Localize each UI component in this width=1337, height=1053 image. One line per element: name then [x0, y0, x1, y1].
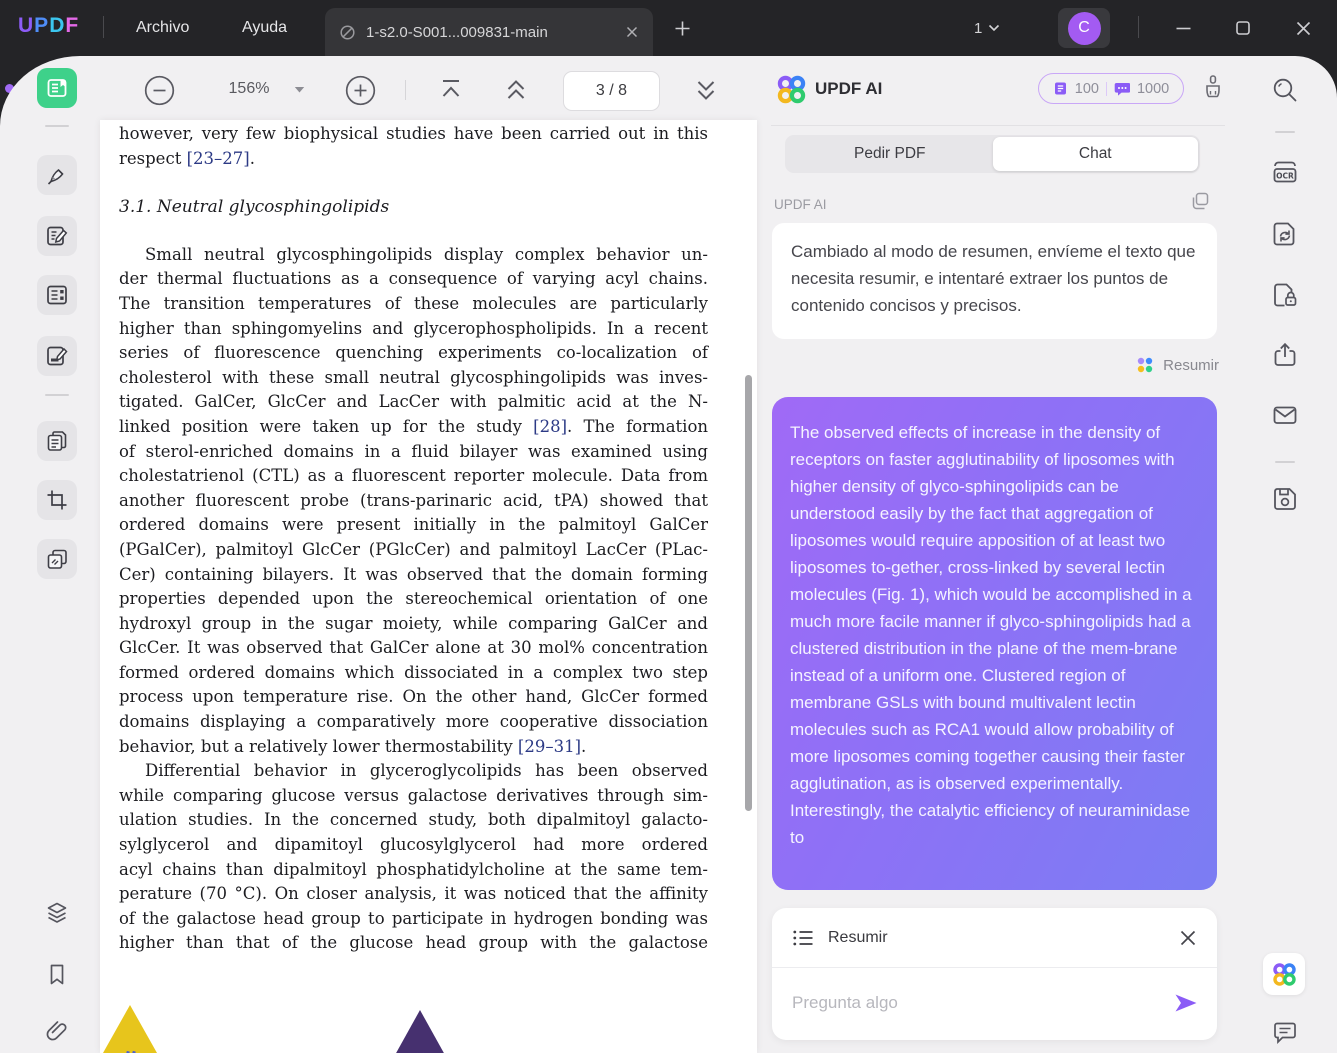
- chat-credit-icon: [1114, 81, 1130, 96]
- chat-input-placeholder: Pregunta algo: [792, 993, 898, 1012]
- pdf-text-line: ordered domains were present initially in the palmitoyl GalCer: [119, 515, 708, 535]
- reader-mode-button[interactable]: [37, 68, 77, 108]
- pdf-scrollbar-thumb[interactable]: [745, 375, 752, 811]
- crop-pages-button[interactable]: [37, 480, 77, 520]
- pdf-text-line: domains displaying a comparatively more cooperative dissociation: [119, 712, 708, 732]
- pdf-text-line: (PGalCer), palmitoyl GlcCer (PGlcCer) and palmitoyl LacCer (PLac-: [119, 539, 708, 559]
- pdf-text-line: higher than sphingomyelins and glycerophospholipids. In a recent: [119, 318, 708, 338]
- citation-link[interactable]: [28]: [533, 416, 568, 436]
- copy-message-button[interactable]: [1189, 190, 1211, 212]
- organize-pages-button[interactable]: [37, 421, 77, 461]
- sign-tool-button[interactable]: [37, 336, 77, 376]
- share-button[interactable]: [1270, 340, 1300, 370]
- chat-credit-count: 1000: [1136, 80, 1170, 97]
- pdf-text-line: Differential behavior in glyceroglycolipids has been observed: [145, 761, 708, 781]
- message-sender-label: UPDF AI: [774, 197, 827, 212]
- panel-divider: [771, 125, 1225, 126]
- pdf-page[interactable]: [100, 120, 757, 1053]
- chat-composer: [772, 908, 1217, 1040]
- summary-action-label: Resumir: [1163, 356, 1219, 374]
- pdf-text-line: acyl chains than dipalmitoyl phosphatidylcholine at the same tem-: [119, 859, 708, 879]
- pdf-paragraph: [119, 759, 708, 956]
- tab-chat[interactable]: Chat: [993, 137, 1199, 171]
- paperclip-icon: [43, 1017, 71, 1045]
- tab-title: 1-s2.0-S001...009831-main: [366, 23, 548, 41]
- citation-link[interactable]: [23–27]: [186, 148, 250, 168]
- list-mode-icon: [792, 928, 814, 948]
- page-indicator[interactable]: 3 / 8: [563, 71, 660, 111]
- clear-chat-button[interactable]: [1200, 74, 1226, 102]
- pdf-text-line: der thermal fluctuations as a consequence of varying acyl chains.: [119, 269, 708, 289]
- pdf-text-line: properties depended upon the stereochemical orientation of one: [119, 589, 708, 609]
- feedback-button[interactable]: [1270, 1018, 1300, 1048]
- doc-credit-count: 100: [1074, 80, 1099, 97]
- window-count-dropdown[interactable]: [974, 0, 1000, 56]
- crop-icon: [44, 487, 70, 513]
- pdf-text-line: perature (70 °C). On closer analysis, it was noticed that the affinity: [119, 884, 708, 904]
- pdf-text-line: ulation studies. In the concerned study, both dipalmitoyl galacto-: [119, 810, 708, 830]
- zoom-in-button[interactable]: [345, 75, 376, 106]
- figure-triangle-purple: [395, 1010, 445, 1053]
- window-count: 1: [974, 19, 983, 37]
- layers-icon: [43, 899, 71, 927]
- summary-action-row: [1136, 356, 1219, 374]
- main-surface: [0, 56, 1337, 1053]
- pdf-text-line: cholesterol with these small neutral glycosphingolipids was inves-: [119, 367, 708, 387]
- credit-divider: [1106, 82, 1107, 96]
- pdf-text-line: higher than that of the glucose head group with the galactose: [119, 933, 708, 953]
- updf-ai-panel: [763, 56, 1237, 1053]
- watermark-tool-button[interactable]: [37, 539, 77, 579]
- pdf-paragraph: [119, 122, 708, 171]
- form-tool-button[interactable]: [37, 275, 77, 315]
- edit-pdf-button[interactable]: [37, 216, 77, 256]
- pdf-text-line: GlcCer. It was observed that GalCer alone at 30 mol% concentration: [119, 638, 708, 658]
- zoom-out-button[interactable]: [144, 75, 175, 106]
- ai-mode-tabs: [785, 135, 1200, 173]
- titlebar-divider: [1138, 16, 1139, 38]
- pdf-text-line: while comparing glucose versus galactose derivatives through sim-: [119, 785, 708, 805]
- logo-letter: D: [49, 14, 66, 37]
- chevron-down-icon: [988, 24, 1000, 32]
- updf-ai-logo-icon: [775, 73, 808, 106]
- rail-divider: [1275, 131, 1295, 133]
- organize-pages-icon: [44, 428, 70, 454]
- assistant-message-bubble: Cambiado al modo de resumen, envíeme el texto que necesita resumir, e intentaré extraer los puntos de contenido concisos y precisos.: [772, 223, 1217, 339]
- zoom-dropdown-caret[interactable]: [294, 86, 305, 94]
- ai-action-icon: [1136, 356, 1154, 374]
- close-window-button[interactable]: [1283, 8, 1323, 48]
- titlebar-divider: [103, 16, 104, 38]
- document-tab[interactable]: [325, 8, 653, 56]
- logo-letter: F: [65, 14, 80, 37]
- pdf-text-line: of sterol-enriched domains in a fluid bilayer was examined using: [119, 441, 708, 461]
- layers-panel-button[interactable]: [37, 893, 77, 933]
- bookmarks-panel-button[interactable]: [37, 954, 77, 994]
- attachments-panel-button[interactable]: [37, 1011, 77, 1051]
- tab-pedir-pdf[interactable]: Pedir PDF: [854, 145, 926, 162]
- protect-button[interactable]: [1270, 280, 1300, 310]
- summary-message-bubble: The observed effects of increase in the density of receptors on faster agglutinability of liposomes with higher density of glyco-sphingolipids can be understood easily by the fact that aggregation of liposomes would require apposition of at least two liposomes to-gether, cross-linked by several lectin molecules (Fig. 1), which would be accomplished in a much more facile manner if glyco-sphingolipids had a clustered distribution in the plane of the mem-brane instead of a uniform one. Clustered region of membrane GSLs with bound multivalent lectin molecules such as RCA1 would allow probability of more liposomes coming together causing their faster agglutination, as is observed experimentally. Interestingly, the catalytic efficiency of neuraminidase to: [772, 397, 1217, 890]
- toolbar-divider: [405, 80, 406, 100]
- pdf-text-line: tigated. GalCer, GlcCer and LacCer with palmitic acid at the N-: [119, 392, 708, 412]
- pdf-text-line: however, very few biophysical studies have been carried out in this: [119, 124, 708, 143]
- rail-divider: [45, 394, 69, 396]
- convert-button[interactable]: [1270, 219, 1300, 249]
- zoom-level-value: 156%: [228, 80, 270, 97]
- svg-text:OCR: OCR: [1276, 171, 1294, 181]
- account-button[interactable]: [1058, 8, 1110, 48]
- pdf-text-line: respect [23–27].: [119, 148, 255, 168]
- menu-ayuda[interactable]: Ayuda: [242, 19, 288, 36]
- pdf-text-line: of the galactose head group to participate in hydrogen bonding was: [119, 908, 708, 928]
- updf-logo: [18, 14, 79, 38]
- sign-tool-icon: [44, 343, 70, 369]
- ocr-button[interactable]: [1270, 158, 1300, 188]
- menu-archivo[interactable]: Archivo: [136, 19, 190, 36]
- edit-pdf-icon: [44, 223, 70, 249]
- comment-tool-button[interactable]: [37, 155, 77, 195]
- restricted-icon: [339, 24, 356, 41]
- rail-divider: [1275, 461, 1295, 463]
- reader-mode-icon: [44, 75, 70, 101]
- pdf-text-line: Small neutral glycosphingolipids display complex behavior un-: [145, 244, 708, 264]
- pdf-text-line: behavior, but a relatively lower thermostability [29–31].: [119, 736, 587, 756]
- rail-divider: [45, 125, 69, 127]
- chat-input[interactable]: [772, 968, 1217, 1038]
- pdf-text-line: The transition temperatures of these molecules are particularly: [119, 293, 708, 313]
- close-mode-icon[interactable]: [1179, 929, 1197, 947]
- pdf-text-line: linked position were taken up for the study [28]. The formation: [119, 416, 708, 436]
- updf-ai-launcher-button[interactable]: [1263, 953, 1305, 995]
- pdf-text-line: cholestatrienol (CTL) as a fluorescent reporter molecule. Data from: [119, 466, 708, 486]
- send-icon[interactable]: [1173, 992, 1199, 1014]
- pdf-text-line: sylglycerol and dipamitoyl glucosylglycerol had more ordered: [119, 835, 708, 855]
- composer-mode-row: [772, 908, 1217, 968]
- new-tab-button[interactable]: [662, 8, 702, 48]
- citation-link[interactable]: [29–31]: [517, 736, 582, 756]
- pdf-text-line: another fluorescent probe (trans-parinaric acid, tPA) showed that: [119, 490, 708, 510]
- go-to-top-button[interactable]: [437, 77, 465, 103]
- logo-letter: P: [34, 14, 50, 37]
- logo-letter: U: [18, 14, 35, 37]
- maximize-button[interactable]: [1223, 8, 1263, 48]
- title-bar: [0, 0, 1337, 56]
- form-tool-icon: [44, 282, 70, 308]
- search-button[interactable]: [1270, 75, 1300, 105]
- watermark-icon: [44, 546, 70, 572]
- ai-credits-pill[interactable]: [1038, 73, 1184, 104]
- doc-credit-icon: [1053, 81, 1068, 96]
- pdf-text-line: series of fluorescence quenching experiments co-localization of: [119, 343, 708, 363]
- pdf-text-block: [100, 120, 757, 956]
- pdf-text-line: Cer) containing bilayers. It was observed that the domain forming: [119, 564, 708, 584]
- pdf-paragraph: [119, 243, 708, 759]
- tab-close-icon[interactable]: [625, 25, 639, 39]
- avatar: C: [1068, 12, 1101, 45]
- figure-triangle-yellow: [103, 1005, 157, 1053]
- pdf-text-line: hydroxyl group in the sugar moiety, while comparing GalCer and: [119, 613, 708, 633]
- next-page-button[interactable]: [692, 76, 720, 104]
- pdf-text-line: formed ordered domains which dissociated in a complex two step: [119, 662, 708, 682]
- save-button[interactable]: [1270, 484, 1300, 514]
- composer-mode-label: Resumir: [828, 928, 888, 946]
- pdf-section-heading: 3.1. Neutral glycosphingolipids: [119, 197, 390, 218]
- highlighter-icon: [44, 162, 70, 188]
- ai-panel-title: UPDF AI: [815, 79, 883, 98]
- email-button[interactable]: [1270, 400, 1300, 430]
- previous-page-button[interactable]: [502, 76, 530, 104]
- updf-ai-logo-icon: [1271, 961, 1298, 988]
- minimize-button[interactable]: [1163, 8, 1203, 48]
- bookmark-icon: [44, 961, 70, 987]
- pdf-text-line: process upon temperature rise. On the other hand, GlcCer formed: [119, 687, 708, 707]
